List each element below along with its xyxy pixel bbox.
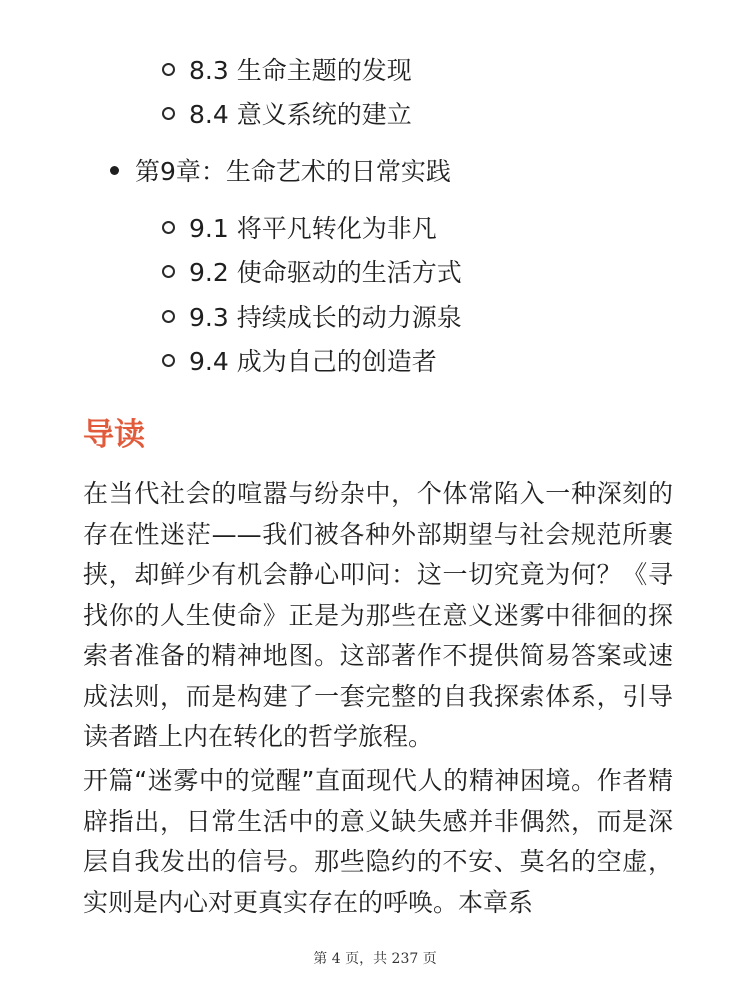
toc-item bbox=[162, 54, 412, 88]
toc-chapter-label: 第9章：生命艺术的日常实践 bbox=[135, 157, 451, 186]
toc-item bbox=[162, 212, 437, 246]
hollow-bullet-icon bbox=[162, 354, 175, 367]
toc-item-label: 9.4 成为自己的创造者 bbox=[189, 347, 437, 376]
hollow-bullet-icon bbox=[162, 221, 175, 234]
toc-chapter-item bbox=[110, 155, 451, 189]
toc-item-label: 8.3 生命主题的发现 bbox=[189, 56, 412, 85]
solid-bullet-icon bbox=[110, 166, 119, 175]
toc-item bbox=[162, 345, 437, 379]
toc-item bbox=[162, 98, 412, 132]
hollow-bullet-icon bbox=[162, 310, 175, 323]
toc-item-label: 9.3 持续成长的动力源泉 bbox=[189, 303, 462, 332]
hollow-bullet-icon bbox=[162, 63, 175, 76]
toc-item-label: 9.1 将平凡转化为非凡 bbox=[189, 214, 437, 243]
toc-item-label: 8.4 意义系统的建立 bbox=[189, 100, 412, 129]
section-heading: 导读 bbox=[83, 417, 145, 453]
body-paragraph: 开篇“迷雾中的觉醒”直面现代人的精神困境。作者精辟指出，日常生活中的意义缺失感并非偶然，而是深层自我发出的信号。那些隐约的不安、莫名的空虚，实则是内心对更真实存在的呼唤。本章系 bbox=[83, 766, 673, 917]
toc-item bbox=[162, 301, 462, 335]
toc-item-label: 9.2 使命驱动的生活方式 bbox=[189, 258, 462, 287]
page-number-footer: 第 4 页，共 237 页 bbox=[313, 951, 437, 967]
hollow-bullet-icon bbox=[162, 265, 175, 278]
body-paragraph: 在当代社会的喧嚣与纷杂中，个体常陷入一种深刻的存在性迷茫——我们被各种外部期望与社会规范所裹挟，却鲜少有机会静心叩问：这一切究竟为何？《寻找你的人生使命》正是为那些在意义迷雾中徘徊的探索者准备的精神地图。这部著作不提供简易答案或速成法则，而是构建了一套完整的自我探索体系，引导读者踏上内在转化的哲学旅程。 bbox=[83, 479, 673, 751]
hollow-bullet-icon bbox=[162, 107, 175, 120]
toc-item bbox=[162, 256, 462, 290]
